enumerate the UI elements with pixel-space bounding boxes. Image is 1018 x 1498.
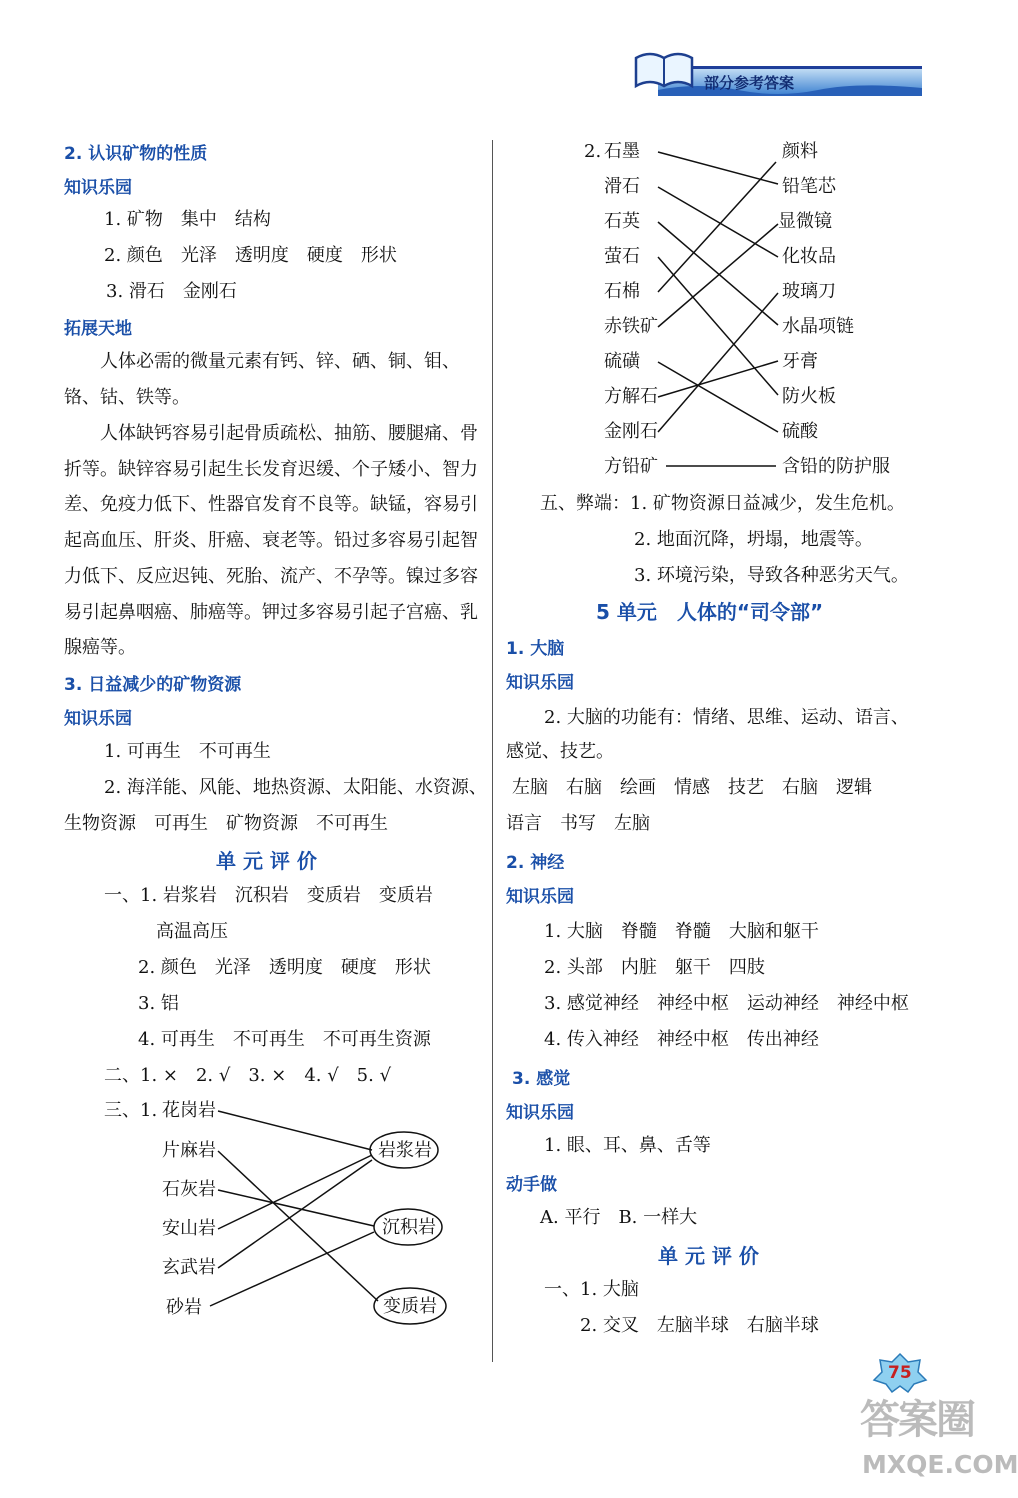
answer-line: 1. 矿物 集中 结构	[104, 209, 271, 230]
answer-line: 一、1. 大脑	[544, 1279, 639, 1300]
section-label: 动手做	[506, 1175, 557, 1195]
mineral-item: 金刚石	[604, 421, 658, 442]
unit-eval-title: 单 元 评 价	[658, 1244, 759, 1268]
paragraph: 人体缺钙容易引起骨质疏松、抽筋、腰腿痛、骨折等。缺锌容易引起生长发育迟缓、个子矮小、智力差、免疫力低下、性器官发育不良等。缺锰，容易引起高血压、肝炎、肝癌、衰老等。铅过多容易引起智力低下、反应迟钝、死胎、流产、不孕等。镍过多容易引起鼻咽癌、肺癌等。钾过多容易引起子宫癌、乳腺癌等。	[64, 423, 478, 659]
section-title: 3. 日益减少的矿物资源	[64, 675, 242, 695]
rock-item: 砂岩	[166, 1297, 202, 1318]
mineral-item: 石墨	[604, 141, 640, 162]
page-number: 75	[888, 1363, 912, 1383]
answer-line: 生物资源 可再生 矿物资源 不可再生	[64, 813, 388, 834]
answer-line: 一、1. 岩浆岩 沉积岩 变质岩 变质岩	[104, 885, 433, 906]
section-label: 知识乐园	[506, 673, 574, 693]
mineral-matching-lines	[0, 0, 800, 480]
answer-line: 3. 感觉神经 神经中枢 运动神经 神经中枢	[544, 993, 909, 1014]
mineral-item: 方解石	[604, 386, 658, 407]
section-label: 知识乐园	[64, 709, 132, 729]
rock-item: 石灰岩	[162, 1179, 216, 1200]
answer-line: 2. 颜色 光泽 透明度 硬度 形状	[138, 957, 431, 978]
answer-line: 4. 传入神经 神经中枢 传出神经	[544, 1029, 819, 1050]
use-item: 硫酸	[782, 421, 818, 442]
answer-line: 3. 铝	[138, 993, 179, 1014]
use-item: 铅笔芯	[782, 176, 836, 197]
answer-line: 3. 滑石 金刚石	[106, 281, 237, 302]
use-item: 牙膏	[782, 351, 818, 372]
mineral-item: 滑石	[604, 176, 640, 197]
use-item: 含铅的防护服	[782, 456, 890, 477]
use-item: 颜料	[782, 141, 818, 162]
mineral-item: 石英	[604, 211, 640, 232]
answer-line: 1. 眼、耳、鼻、舌等	[544, 1135, 711, 1156]
answer-line: 2.	[584, 141, 602, 162]
mineral-item: 硫磺	[604, 351, 640, 372]
header-title: 部分参考答案	[704, 74, 795, 92]
paragraph: 人体必需的微量元素有钙、锌、硒、铜、钼、铬、钴、铁等。	[64, 351, 460, 408]
answer-line: 2. 颜色 光泽 透明度 硬度 形状	[104, 245, 397, 266]
rock-item: 片麻岩	[162, 1140, 216, 1161]
answer-line: 2. 交叉 左脑半球 右脑半球	[580, 1315, 819, 1336]
answer-line: 感觉、技艺。	[506, 741, 614, 762]
use-item: 显微镜	[778, 211, 832, 232]
answer-line: 高温高压	[156, 921, 228, 942]
use-item: 防火板	[782, 386, 836, 407]
answer-line: 1. 大脑 脊髓 脊髓 大脑和躯干	[544, 921, 819, 942]
section-title: 2. 认识矿物的性质	[64, 144, 208, 164]
answer-line: 2. 地面沉降，坍塌，地震等。	[634, 529, 873, 550]
unit-eval-title: 单 元 评 价	[216, 849, 317, 873]
unit-title: 5 单元 人体的“司令部”	[596, 600, 824, 624]
answer-line: 五、弊端：1. 矿物资源日益减少，发生危机。	[540, 493, 905, 514]
section-label: 知识乐园	[506, 1103, 574, 1123]
watermark-logo: 答案圈	[860, 1397, 974, 1443]
mineral-item: 萤石	[604, 246, 640, 267]
rock-type-item: 岩浆岩	[378, 1140, 432, 1161]
section-label: 知识乐园	[506, 887, 574, 907]
answer-line: 3. 环境污染，导致各种恶劣天气。	[634, 565, 909, 586]
answer-line: 1. 可再生 不可再生	[104, 741, 271, 762]
rock-item: 安山岩	[162, 1218, 216, 1239]
answer-line: 三、1.	[104, 1100, 158, 1121]
use-item: 水晶项链	[782, 316, 854, 337]
mineral-item: 石棉	[604, 281, 640, 302]
section-title: 2. 神经	[506, 853, 565, 873]
answer-line: 语言 书写 左脑	[506, 813, 650, 834]
answer-line: 4. 可再生 不可再生 不可再生资源	[138, 1029, 431, 1050]
answer-line: 左脑 右脑 绘画 情感 技艺 右脑 逻辑	[512, 777, 872, 798]
section-title: 3. 感觉	[512, 1069, 571, 1089]
answer-line: 2. 头部 内脏 躯干 四肢	[544, 957, 765, 978]
rock-type-item: 沉积岩	[382, 1217, 436, 1238]
answer-line: 二、1. × 2. √ 3. × 4. √ 5. √	[104, 1065, 392, 1086]
section-label: 拓展天地	[64, 319, 132, 339]
rock-item: 玄武岩	[162, 1257, 216, 1278]
mineral-item: 方铅矿	[604, 456, 658, 477]
rock-item: 花岗岩	[162, 1100, 216, 1121]
watermark-url: MXQE.COM	[862, 1450, 1018, 1479]
section-title: 1. 大脑	[506, 639, 565, 659]
use-item: 化妆品	[782, 246, 836, 267]
section-label: 知识乐园	[64, 178, 132, 198]
answer-line: 2. 大脑的功能有：情绪、思维、运动、语言、	[544, 707, 909, 728]
answer-line: A. 平行 B. 一样大	[540, 1207, 698, 1228]
rock-type-item: 变质岩	[383, 1296, 437, 1317]
answer-line: 2. 海洋能、风能、地热资源、太阳能、水资源、	[104, 777, 487, 798]
use-item: 玻璃刀	[782, 281, 836, 302]
mineral-item: 赤铁矿	[604, 316, 658, 337]
